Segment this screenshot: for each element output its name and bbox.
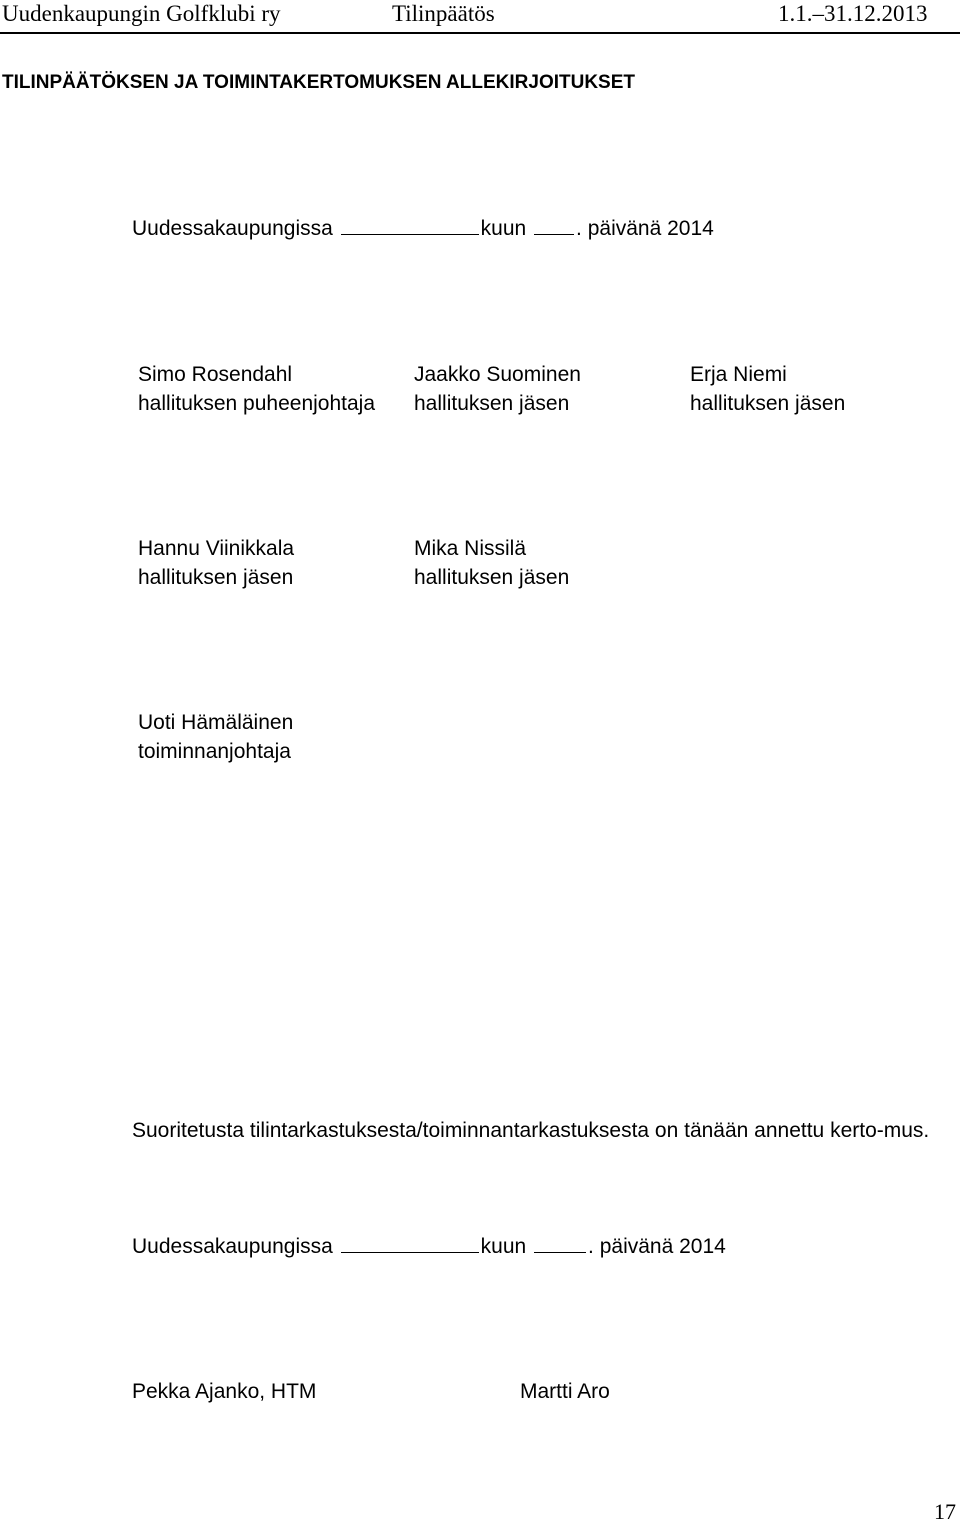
signatory-name: Hannu Viinikkala (138, 537, 295, 560)
header-period: 1.1.–31.12.2013 (778, 1, 928, 26)
signatory-name: Simo Rosendahl (138, 363, 293, 386)
date-month-word: kuun (480, 1235, 527, 1258)
date-month-word: kuun (480, 217, 527, 240)
day-blank (341, 1232, 479, 1253)
signatory-role: hallituksen jäsen (690, 392, 846, 415)
signature-block (414, 360, 581, 418)
date-day-suffix: . päivänä 2014 (588, 1235, 726, 1258)
signatory-role: hallituksen puheenjohtaja (138, 392, 376, 415)
signatory-name: Uoti Hämäläinen (138, 711, 294, 734)
signatory-role: hallituksen jäsen (414, 392, 570, 415)
date-place: Uudessakaupungissa (132, 1235, 333, 1258)
date-day-suffix: . päivänä 2014 (576, 217, 714, 240)
header-organization: Uudenkaupungin Golfklubi ry (2, 1, 281, 26)
signature-block (138, 534, 294, 592)
auditor-name: Pekka Ajanko, HTM (132, 1380, 317, 1403)
signature-block (138, 360, 375, 418)
signatory-name: Erja Niemi (690, 363, 787, 386)
signatory-role: toiminnanjohtaja (138, 740, 291, 763)
header-divider (0, 32, 960, 34)
auditor-name: Martti Aro (520, 1380, 610, 1403)
day-blank (341, 214, 479, 235)
signature-block (138, 708, 293, 766)
date-line-2 (132, 1232, 726, 1261)
month-blank (534, 1232, 586, 1253)
page-number: 17 (934, 1499, 956, 1524)
date-line-1 (132, 214, 714, 243)
audit-statement: Suoritetusta tilintarkastuksesta/toiminnantarkastuksesta on tänään annettu kerto-mus. (132, 1119, 930, 1142)
signatory-role: hallituksen jäsen (138, 566, 294, 589)
header-document-type: Tilinpäätös (392, 1, 495, 26)
signature-block (690, 360, 845, 418)
signatory-role: hallituksen jäsen (414, 566, 570, 589)
signatory-name: Mika Nissilä (414, 537, 527, 560)
signatory-name: Jaakko Suominen (414, 363, 581, 386)
page-title: TILINPÄÄTÖKSEN JA TOIMINTAKERTOMUKSEN ALLEKIRJOITUKSET (2, 72, 636, 93)
month-blank (534, 214, 574, 235)
date-place: Uudessakaupungissa (132, 217, 333, 240)
signature-block (414, 534, 569, 592)
